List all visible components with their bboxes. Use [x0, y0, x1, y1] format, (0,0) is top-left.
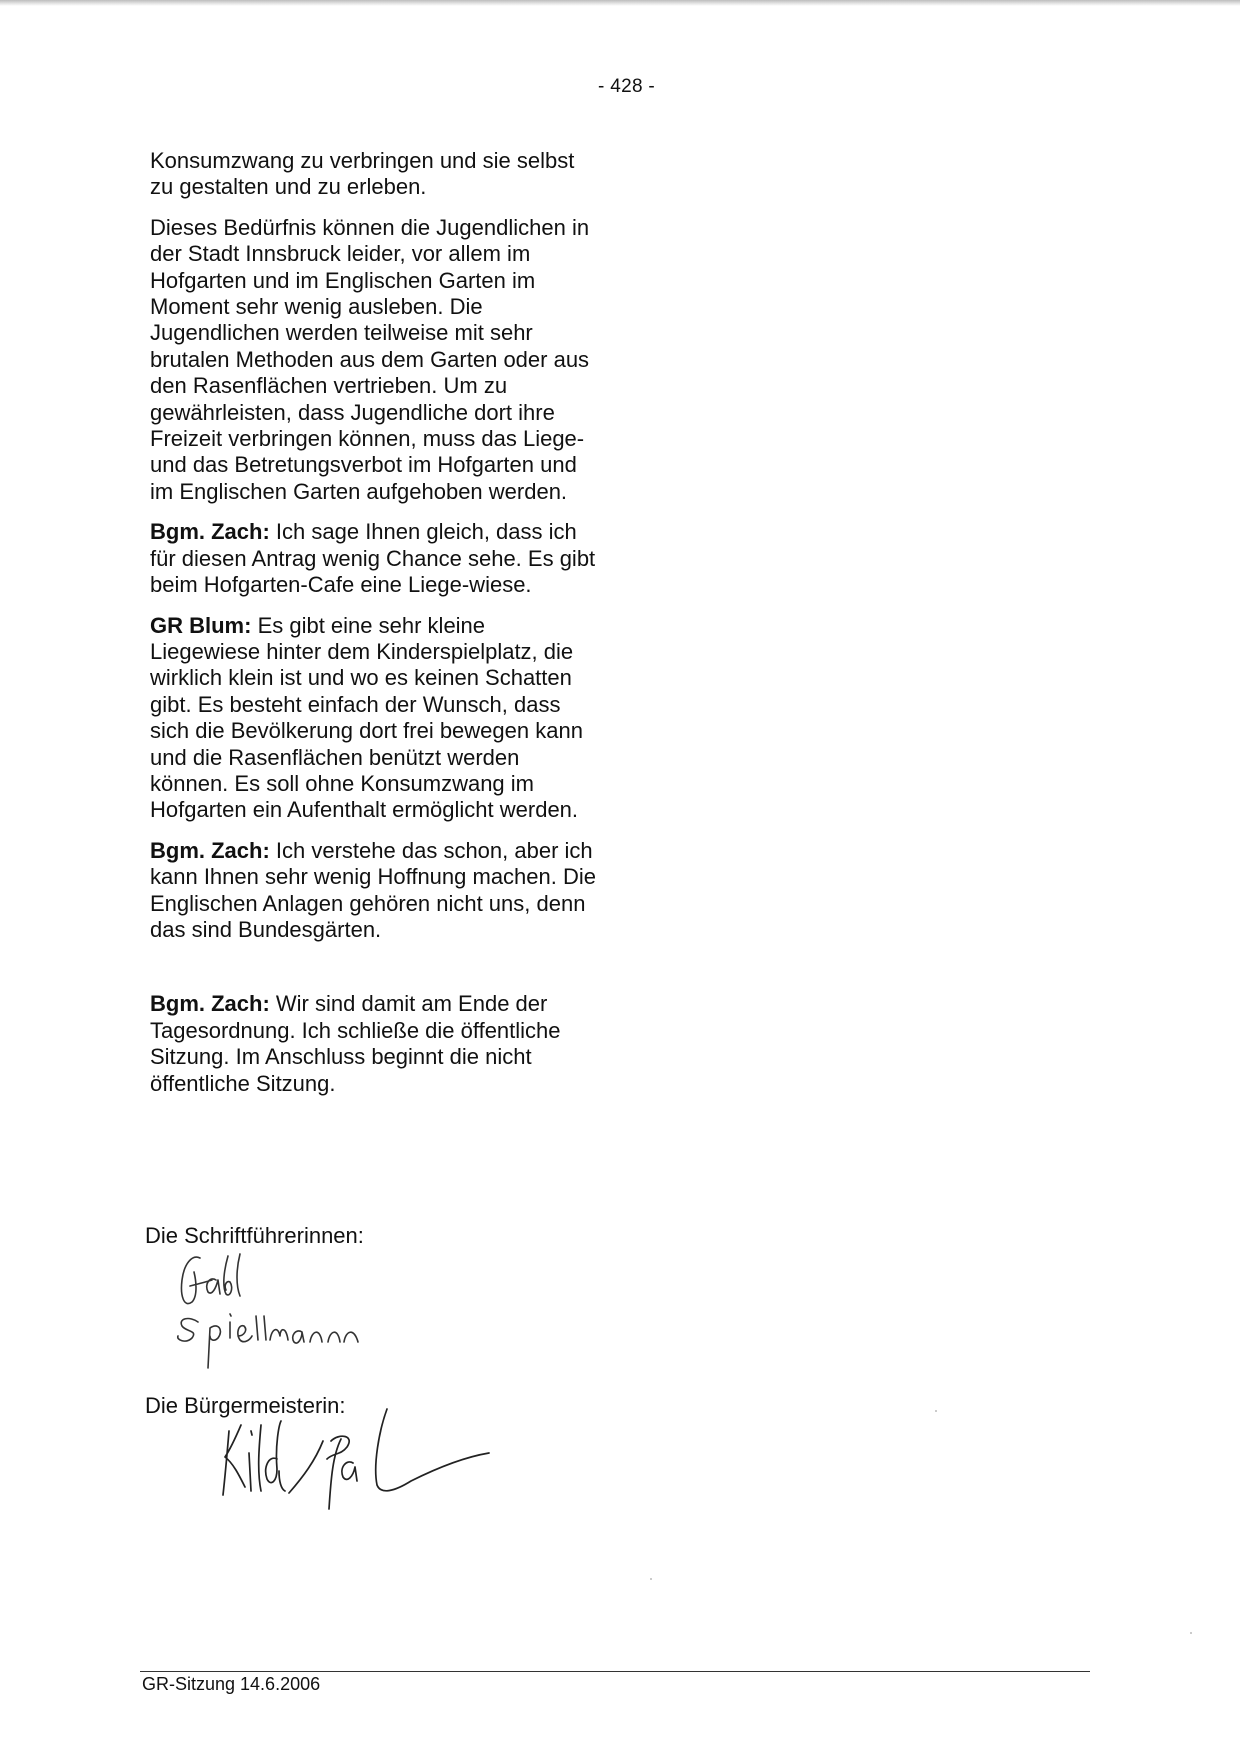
signature-stroke-gabl: [181, 1254, 240, 1304]
paragraph: [150, 148, 600, 201]
footer-rule: [140, 1671, 1090, 1672]
footer-text: GR-Sitzung 14.6.2006: [142, 1674, 321, 1694]
scan-speck: [935, 1410, 937, 1412]
speaker-name: Bgm. Zach:: [150, 991, 270, 1017]
secretaries-label: Die Schriftführerinnen:: [145, 1223, 364, 1248]
signature-stroke: [223, 1409, 489, 1509]
speaker-name: GR Blum:: [150, 612, 252, 638]
signature-stroke-spielmann: [178, 1314, 358, 1368]
paragraph-text: Wir sind damit am Ende der Tagesordnung. Ich schließe die öffentliche Sitzung. Im Anschluss beginnt die nicht öffentliche Sitzung.: [150, 991, 561, 1096]
paragraph-text: Es gibt eine sehr kleine Liegewiese hinter dem Kinderspielplatz, die wirklich klein ist und wo es keinen Schatten gibt. Es besteht einfach der Wunsch, dass sich die Bevölkerung dort frei bewegen kann und die Rasenflächen benützt werden können. Es soll ohne Konsumzwang im Hofgarten ein Aufenthalt ermöglicht werden.: [150, 612, 583, 823]
paragraph-text: Ich verstehe das schon, aber ich kann Ihnen sehr wenig Hoffnung machen. Die Englischen Anlagen gehören nicht uns, denn das sind Bundesgärten.: [150, 837, 596, 942]
mayor-signature: [215, 1395, 545, 1515]
scan-speck: [650, 1578, 652, 1580]
paragraph: [150, 838, 600, 944]
paragraph-text: Konsumzwang zu verbringen und sie selbst zu gestalten und zu erleben.: [150, 148, 575, 200]
mayor-label: Die Bürgermeisterin:: [145, 1393, 346, 1418]
page-number: - 428 -: [598, 76, 656, 97]
paragraph: [150, 519, 600, 598]
paragraph: [150, 613, 600, 824]
paragraph-text: Ich sage Ihnen gleich, dass ich für diesen Antrag wenig Chance sehe. Es gibt beim Hofgarten-Cafe eine Liege-wiese.: [150, 519, 596, 598]
minutes-text: [150, 148, 600, 1111]
scan-edge: [0, 0, 1240, 6]
paragraph-text: Dieses Bedürfnis können die Jugendlichen in der Stadt Innsbruck leider, vor allem im Hofgarten und im Englischen Garten im Moment sehr wenig ausleben. Die Jugendlichen werden teilweise mit sehr brutalen Methoden aus dem Garten oder aus den Rasenflächen vertrieben. Um zu gewährleisten, dass Jugendliche dort ihre Freizeit verbringen können, muss das Liege- und das Betretungsverbot im Hofgarten und im Englischen Garten aufgehoben werden.: [150, 214, 590, 504]
speaker-name: Bgm. Zach:: [150, 519, 270, 545]
speaker-name: Bgm. Zach:: [150, 837, 270, 863]
scan-speck: [1190, 1632, 1192, 1634]
paragraph: [150, 215, 600, 505]
secretary-signatures: [170, 1250, 420, 1380]
paragraph: [150, 991, 600, 1097]
